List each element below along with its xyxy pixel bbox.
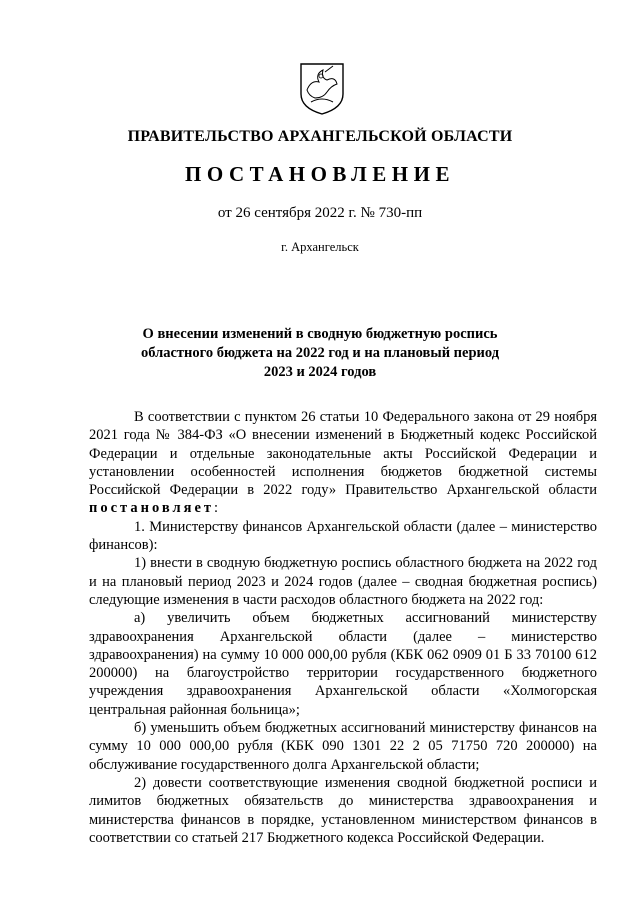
paragraph-1: 1. Министерству финансов Архангельской области (далее – министерство финансов):: [89, 518, 597, 554]
coat-of-arms-icon: [297, 60, 347, 116]
resolves-word: постановляет: [89, 500, 215, 517]
government-name: ПРАВИТЕЛЬСТВО АРХАНГЕЛЬСКОЙ ОБЛАСТИ: [127, 128, 513, 145]
paragraph-1-a: а) увеличить объем бюджетных ассигнований министерству здравоохранения Архангельской области (далее – министерство здравоохранения) на сумму 10 000 000,00 рубля (КБК 062 0909 01 Б 33 70100 612 200000) на благоустройство территории государственного бюджетного учреждения здравоохранения Архангельской области «Холмогорская центральная районная больница»;: [89, 610, 597, 718]
title-line: О внесении изменений в сводную бюджетную роспись: [142, 326, 498, 342]
date-and-number: от 26 сентября 2022 г. № 730-пп: [217, 205, 423, 221]
preamble-text: В соответствии с пунктом 26 статьи 10 Федерального закона от 29 ноября 2021 года № 384-ФЗ «О внесении изменений в Бюджетный кодекс Российской Федерации и отдельные законодательные акты Российской Федерации и установлении особенностей исполнения бюджетов бюджетной системы Российской Федерации в 2022 году» Правительство Архангельской области: [89, 409, 597, 499]
preamble-paragraph: В соответствии с пунктом 26 статьи 10 Федерального закона от 29 ноября 2021 года № 384-ФЗ «О внесении изменений в Бюджетный кодекс Российской Федерации и отдельные законодательные акты Российской Федерации и установлении особенностей исполнения бюджетов бюджетной системы Российской Федерации в 2022 году» Правительство Архангельской области постановляет:: [89, 409, 597, 517]
document-title: [100, 325, 540, 382]
paragraph-1-2: 2) довести соответствующие изменения сводной бюджетной росписи и лимитов бюджетных обязательств до министерства здравоохранения и министерства финансов в порядке, установленном министерством финансов в соответствии со статьей 217 Бюджетного кодекса Российской Федерации.: [89, 774, 597, 846]
title-line: 2023 и 2024 годов: [263, 364, 377, 380]
paragraph-1-b: б) уменьшить объем бюджетных ассигнований министерству финансов на сумму 10 000 000,00 рубля (КБК 090 1301 22 2 05 71750 720 200000) на обслуживание государственного долга Архангельской области;: [89, 720, 597, 773]
document-body: [89, 408, 597, 847]
title-line: областного бюджета на 2022 год и на плановый период: [140, 345, 500, 361]
document-type: ПОСТАНОВЛЕНИЕ: [185, 162, 455, 186]
city: г. Архангельск: [281, 240, 359, 254]
paragraph-1-1: 1) внести в сводную бюджетную роспись областного бюджета на 2022 год и на плановый период 2023 и 2024 годов (далее – сводная бюджетная роспись) следующие изменения в части расходов областного бюджета на 2022 год:: [89, 555, 597, 608]
